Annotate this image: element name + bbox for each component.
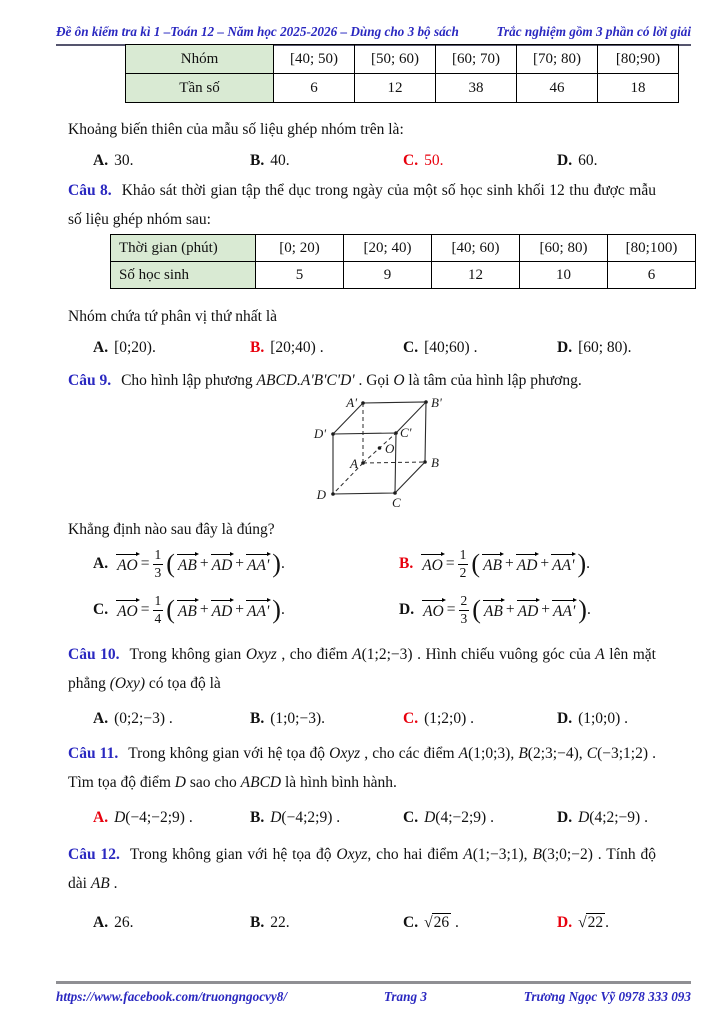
- equals-sign: =: [140, 601, 150, 618]
- question-10-text: Trong không gian Oxyz , cho điểm A(1;2;−3) . Hình chiếu vuông góc của A lên mặt phẳng (Oxy) có tọa độ là: [68, 646, 656, 692]
- plus-sign: +: [235, 601, 245, 618]
- option-letter: D.: [557, 914, 573, 931]
- option-value: (1;0;0) .: [578, 710, 629, 727]
- table-cell: 6: [608, 262, 696, 289]
- question-7-options: [93, 150, 684, 171]
- table-cell: 9: [344, 262, 432, 289]
- vertex-label: D': [313, 426, 326, 441]
- table-row: [111, 235, 696, 262]
- option-value: √22 .: [578, 914, 609, 931]
- open-paren: (: [471, 549, 481, 578]
- option-value: 50.: [424, 152, 444, 169]
- question-7-stem: Khoảng biến thiên của mẫu số liệu ghép nhóm trên là:: [68, 121, 404, 138]
- close-paren: ): [578, 595, 587, 624]
- page-content: [0, 41, 724, 933]
- vector-ad: AD: [515, 553, 540, 575]
- equals-sign: =: [445, 555, 455, 572]
- table-cell: Thời gian (phút): [111, 235, 256, 262]
- table-cell: [0; 20): [256, 235, 344, 262]
- page-number: Trang 3: [383, 989, 427, 1004]
- open-paren: (: [166, 549, 175, 578]
- vector-ao: AO: [421, 599, 446, 621]
- option-letter: C.: [403, 710, 419, 727]
- vertex-label: D: [316, 487, 326, 502]
- table-cell: [40; 50): [274, 45, 355, 74]
- option-letter: D.: [557, 152, 573, 169]
- table-cell: 38: [436, 74, 517, 103]
- option-b: [250, 337, 403, 358]
- table-cell: 12: [355, 74, 436, 103]
- option-c: [403, 337, 557, 358]
- question-12-text: Trong không gian với hệ tọa độ Oxyz, cho hai điểm A(1;−3;1), B(3;0;−2) . Tính độ dài AB .: [68, 846, 656, 892]
- option-letter: B.: [250, 914, 265, 931]
- option-value: D(−4;−2;9) .: [114, 809, 193, 826]
- table-cell: 46: [517, 74, 598, 103]
- option-value: [0;20).: [114, 339, 156, 356]
- center-label: O: [385, 441, 395, 456]
- table-cell: 12: [432, 262, 520, 289]
- option-letter: B.: [399, 555, 414, 572]
- table-cell: 6: [274, 74, 355, 103]
- equals-sign: =: [446, 601, 456, 618]
- question-12-stem: [68, 840, 656, 898]
- table-cell: [70; 80): [517, 45, 598, 74]
- header-right-title: Trắc nghiệm gồm 3 phần có lời giải: [496, 24, 691, 39]
- author-contact: Trương Ngọc Vỹ 0978 333 093: [523, 989, 691, 1004]
- option-d: [399, 588, 724, 632]
- option-value: 22.: [270, 914, 290, 931]
- header-left-title: Đề ôn kiểm tra kì 1 –Toán 12 – Năm học 2025-2026 – Dùng cho 3 bộ sách: [56, 24, 459, 39]
- vector-ab: AB: [176, 553, 199, 575]
- table-cell: [60; 70): [436, 45, 517, 74]
- plus-sign: +: [540, 555, 550, 572]
- option-letter: B.: [250, 152, 265, 169]
- fraction-numerator: 1: [458, 547, 469, 564]
- vector-ao: AO: [420, 553, 445, 575]
- option-letter: D.: [557, 809, 573, 826]
- option-a: [93, 337, 250, 358]
- option-letter: D.: [557, 339, 573, 356]
- vertex-label: B': [431, 397, 442, 410]
- vector-ao: AO: [115, 553, 140, 575]
- open-paren: (: [472, 595, 481, 624]
- vector-ad: AD: [210, 553, 235, 575]
- table-cell: [50; 60): [355, 45, 436, 74]
- option-letter: C.: [403, 809, 419, 826]
- option-a: [93, 150, 250, 171]
- vector-ab: AB: [176, 599, 199, 621]
- option-value: [20;40) .: [270, 339, 324, 356]
- vector-ad: AD: [516, 599, 541, 621]
- table-cell: 18: [598, 74, 679, 103]
- close-paren: ): [272, 595, 281, 624]
- table-cell: [60; 80): [520, 235, 608, 262]
- vertex-label: A: [350, 456, 358, 471]
- option-a: [93, 807, 250, 828]
- option-b: [250, 150, 403, 171]
- option-letter: B.: [250, 339, 265, 356]
- option-c: [403, 912, 557, 933]
- fraction-numerator: 1: [153, 547, 164, 564]
- cube-hidden-edge-ab: [363, 462, 425, 463]
- table-row: [111, 262, 696, 289]
- table-cell: [80;100): [608, 235, 696, 262]
- option-b: [250, 912, 403, 933]
- equals-sign: =: [140, 555, 150, 572]
- option-letter: B.: [250, 710, 265, 727]
- fraction: [459, 593, 470, 626]
- fraction-denominator: 2: [459, 564, 467, 580]
- table-cell: 10: [520, 262, 608, 289]
- open-paren: (: [166, 595, 175, 624]
- question-11-text: Trong không gian với hệ tọa độ Oxyz , cho các điểm A(1;0;3), B(2;3;−4), C(−3;1;2) . Tìm tọa độ điểm D sao cho ABCD là hình bình hành.: [68, 745, 657, 791]
- vector-aaprime: AA': [551, 599, 577, 621]
- plus-sign: +: [235, 555, 245, 572]
- option-value: (1;2;0) .: [424, 710, 475, 727]
- option-letter: C.: [403, 152, 419, 169]
- vector-ao: AO: [115, 599, 140, 621]
- fraction-numerator: 2: [459, 593, 470, 610]
- vertex-label: B: [431, 455, 439, 470]
- table-cell: [40; 60): [432, 235, 520, 262]
- vector-aaprime: AA': [550, 553, 576, 575]
- option-value: [60; 80).: [578, 339, 632, 356]
- close-paren: ): [577, 549, 587, 578]
- option-value: D(4;−2;9) .: [424, 809, 494, 826]
- question-12-label: Câu 12.: [68, 846, 120, 863]
- plus-sign: +: [199, 601, 209, 618]
- option-letter: A.: [93, 710, 109, 727]
- option-value: D(4;2;−9) .: [578, 809, 648, 826]
- question-10-label: Câu 10.: [68, 646, 120, 663]
- question-10-stem: [68, 640, 656, 698]
- option-letter: B.: [250, 809, 265, 826]
- table-cell: [80;90): [598, 45, 679, 74]
- option-value: 60.: [578, 152, 598, 169]
- option-letter: A.: [93, 152, 109, 169]
- option-c: [403, 807, 557, 828]
- vertex-label: C': [400, 425, 412, 440]
- plus-sign: +: [505, 555, 514, 572]
- option-d: [557, 708, 684, 729]
- fraction-denominator: 3: [460, 610, 468, 626]
- question-8-text: Khảo sát thời gian tập thể dục trong ngày của một số học sinh khối 12 thu được mẫu số liệu ghép nhóm sau:: [68, 182, 656, 228]
- question-11-options: [93, 807, 684, 828]
- question-8-stem: [68, 176, 656, 234]
- option-letter: C.: [403, 914, 419, 931]
- table-row: [126, 45, 679, 74]
- table-cell: 5: [256, 262, 344, 289]
- fraction-numerator: 1: [153, 593, 164, 610]
- option-value: [40;60) .: [424, 339, 478, 356]
- vector-ab: AB: [482, 599, 505, 621]
- option-letter: A.: [93, 339, 109, 356]
- plus-sign: +: [199, 555, 209, 572]
- option-d: [557, 807, 684, 828]
- question-10-options: [93, 708, 684, 729]
- option-d: [557, 337, 684, 358]
- question-9-text: Cho hình lập phương ABCD.A'B'C'D' . Gọi O là tâm của hình lập phương.: [121, 372, 582, 389]
- table-cell: Tần số: [126, 74, 274, 103]
- option-c: [93, 588, 399, 632]
- option-letter: D.: [557, 710, 573, 727]
- option-letter: A.: [93, 809, 109, 826]
- cube-hidden-edge-ad: [333, 463, 363, 494]
- option-letter: D.: [399, 601, 415, 618]
- period: .: [280, 601, 285, 618]
- facebook-link[interactable]: https://www.facebook.com/truongngocvy8/: [56, 989, 288, 1004]
- vector-ad: AD: [210, 599, 235, 621]
- period: .: [586, 555, 590, 572]
- option-d: [557, 150, 684, 171]
- option-b: [250, 708, 403, 729]
- fraction: [153, 547, 164, 580]
- cube-figure: [297, 397, 477, 509]
- table-cell: [20; 40): [344, 235, 432, 262]
- table-row: [126, 74, 679, 103]
- option-value: √26 .: [424, 914, 459, 931]
- option-value: 40.: [270, 152, 290, 169]
- question-8-sub-stem: Nhóm chứa tứ phân vị thứ nhất là: [68, 308, 278, 325]
- question-12-options: [93, 912, 684, 933]
- option-b: [250, 807, 403, 828]
- question-9-options: [93, 542, 724, 632]
- vector-aaprime: AA': [245, 599, 271, 621]
- question-8-label: Câu 8.: [68, 182, 112, 199]
- option-d: [557, 912, 684, 933]
- page-footer: [56, 981, 691, 1005]
- table-cell: Số học sinh: [111, 262, 256, 289]
- period: .: [280, 555, 285, 572]
- question-11-stem: [68, 739, 656, 797]
- vertex-label: A': [346, 397, 357, 410]
- fraction-denominator: 4: [154, 610, 162, 626]
- option-b: [399, 542, 724, 586]
- option-a: [93, 912, 250, 933]
- table-cell: Nhóm: [126, 45, 274, 74]
- option-value: (1;0;−3).: [270, 710, 326, 727]
- period: .: [586, 601, 591, 618]
- frequency-table-q7: [125, 44, 679, 103]
- option-value: 30.: [114, 152, 134, 169]
- fraction-denominator: 3: [154, 564, 162, 580]
- option-value: 26.: [114, 914, 134, 931]
- question-9-question: Khẳng định nào sau đây là đúng?: [68, 521, 275, 538]
- close-paren: ): [272, 549, 281, 578]
- center-point-o: [378, 446, 382, 450]
- option-c: [403, 708, 557, 729]
- question-8-options: [93, 337, 684, 358]
- question-9-stem: [68, 366, 656, 395]
- option-letter: A.: [93, 555, 109, 572]
- plus-sign: +: [541, 601, 551, 618]
- vertex-label: C: [392, 495, 401, 509]
- vector-aaprime: AA': [245, 553, 271, 575]
- question-9-label: Câu 9.: [68, 372, 112, 389]
- fraction: [153, 593, 164, 626]
- fraction: [458, 547, 469, 580]
- frequency-table-q8: [110, 234, 696, 289]
- plus-sign: +: [505, 601, 515, 618]
- vector-ab: AB: [481, 553, 504, 575]
- option-c: [403, 150, 557, 171]
- option-a: [93, 542, 399, 586]
- question-11-label: Câu 11.: [68, 745, 119, 762]
- option-a: [93, 708, 250, 729]
- option-value: D(−4;2;9) .: [270, 809, 341, 826]
- cube-right-edges: [395, 402, 426, 493]
- option-letter: C.: [93, 601, 109, 618]
- option-value: (0;2;−3) .: [114, 710, 173, 727]
- option-letter: C.: [403, 339, 419, 356]
- option-letter: A.: [93, 914, 109, 931]
